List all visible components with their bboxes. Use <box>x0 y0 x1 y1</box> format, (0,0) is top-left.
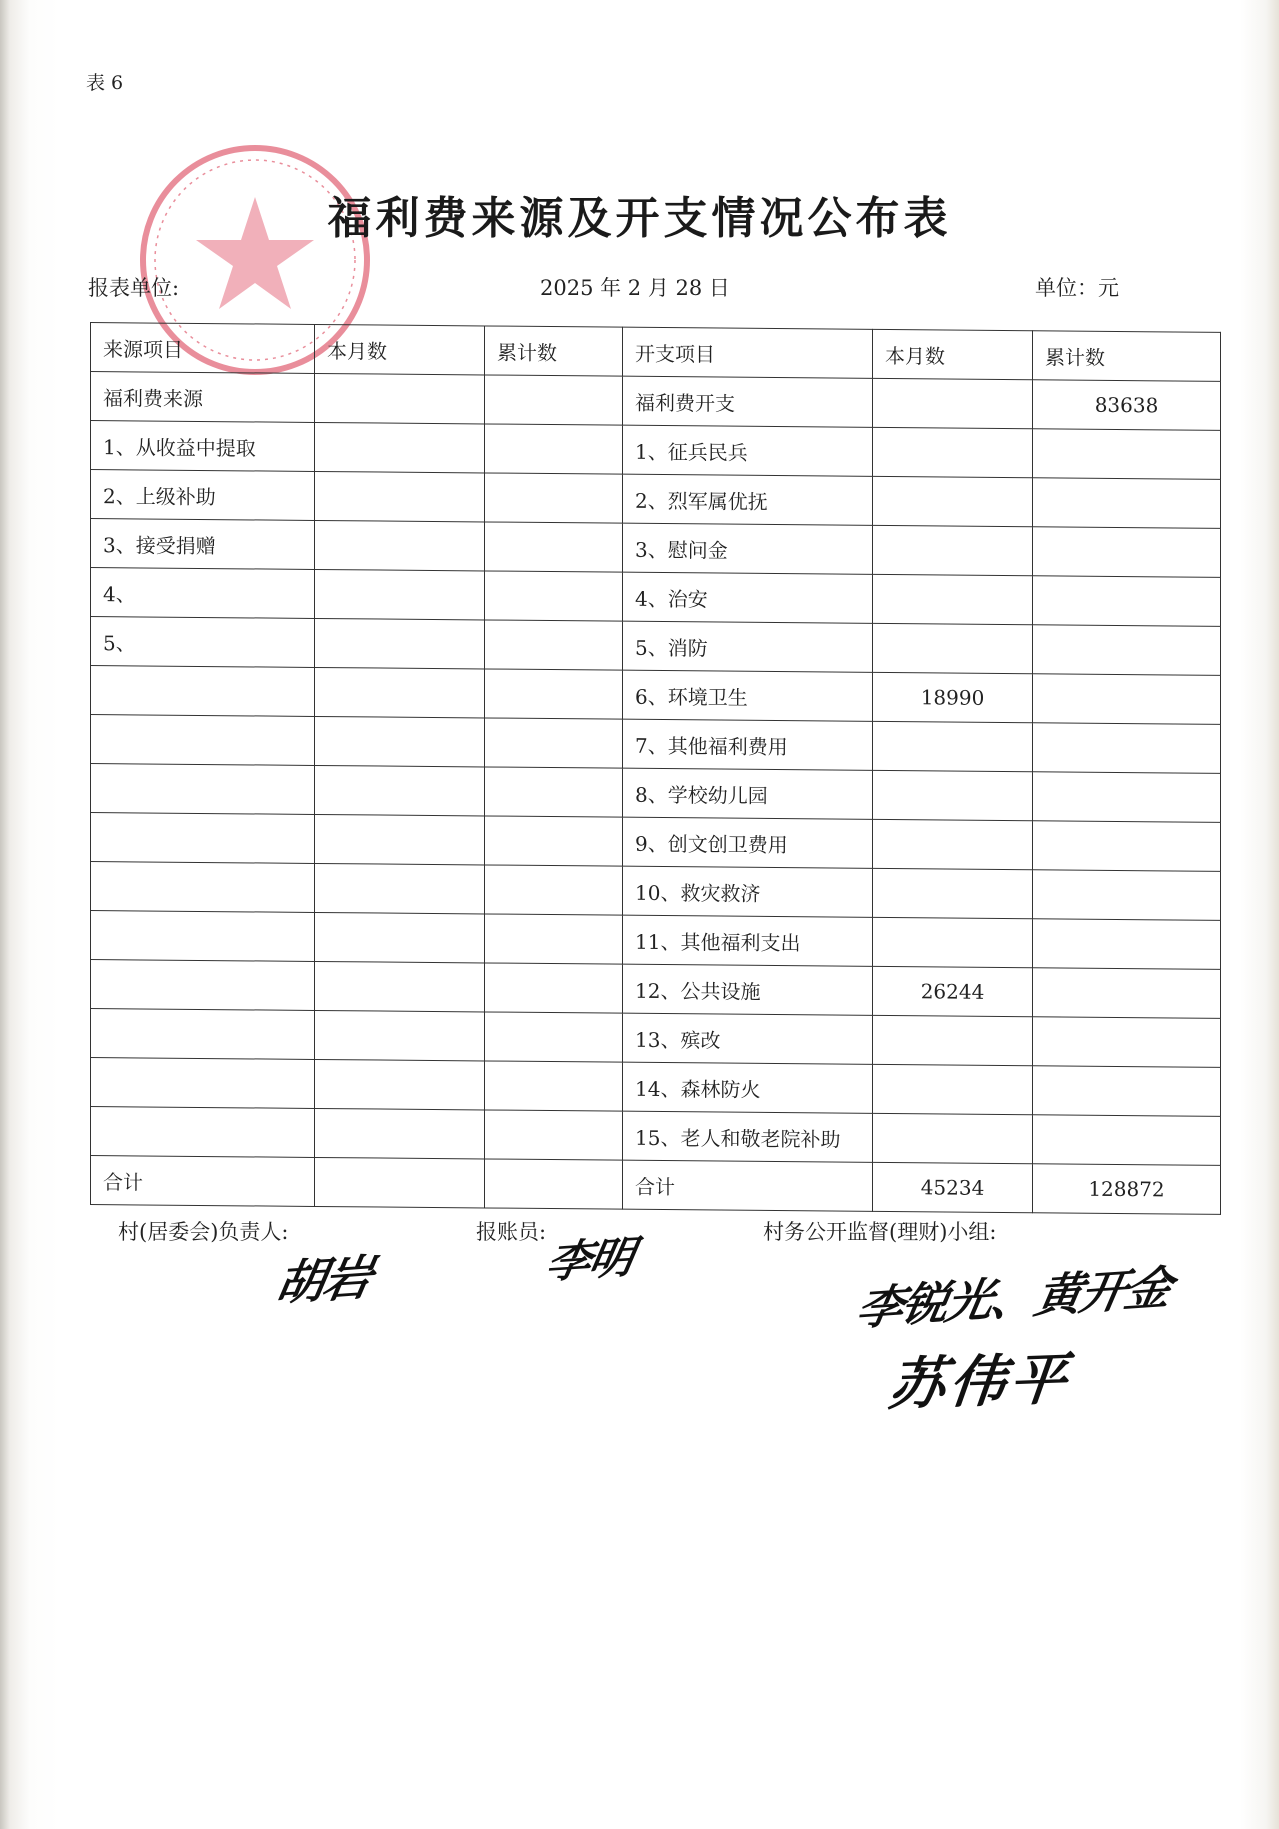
expense-this-month-cell <box>873 1113 1033 1163</box>
expense-item-cell: 8、学校幼儿园 <box>623 768 873 819</box>
expense-item-cell: 6、环境卫生 <box>623 670 873 721</box>
expense-cumulative-cell <box>1033 968 1221 1019</box>
expense-this-month-cell <box>873 574 1033 624</box>
village-head-label: 村(居委会)负责人: <box>118 1220 289 1244</box>
expense-item-cell: 10、救灾救济 <box>623 866 873 917</box>
source-cumulative-cell <box>485 473 623 523</box>
expense-item-cell: 福利费开支 <box>623 376 873 427</box>
source-this-month-cell <box>315 961 485 1011</box>
source-item-cell <box>91 1107 315 1158</box>
reporting-unit-label: 报表单位: <box>88 276 180 300</box>
source-this-month-cell <box>315 373 485 423</box>
expense-item-cell: 11、其他福利支出 <box>623 915 873 966</box>
expense-cumulative-cell <box>1033 1017 1221 1068</box>
expense-item-cell: 4、治安 <box>623 572 873 623</box>
source-item-cell <box>91 1058 315 1109</box>
expense-cumulative-cell <box>1033 772 1221 823</box>
source-this-month-cell <box>315 569 485 619</box>
expense-item-cell: 2、烈军属优抚 <box>623 474 873 525</box>
table-number: 表 6 <box>86 72 124 94</box>
expense-cumulative-cell <box>1033 429 1221 480</box>
source-this-month-cell <box>315 520 485 570</box>
accountant-signature: 李明 <box>542 1232 637 1289</box>
accountant-label: 报账员: <box>476 1220 547 1244</box>
source-item-cell <box>91 960 315 1011</box>
expense-this-month-cell <box>873 476 1033 526</box>
source-cumulative-cell <box>485 424 623 474</box>
expense-this-month-cell <box>873 1064 1033 1114</box>
source-item-cell: 3、接受捐赠 <box>91 519 315 570</box>
source-item-cell <box>91 862 315 913</box>
expense-this-month-cell <box>873 1015 1033 1065</box>
header-this-month-2: 本月数 <box>873 329 1033 379</box>
expense-item-cell: 9、创文创卫费用 <box>623 817 873 868</box>
expense-cumulative-cell <box>1033 821 1221 872</box>
supervision-signature-1: 李锐光、黄开金 <box>852 1260 1175 1336</box>
supervision-group-label: 村务公开监督(理财)小组: <box>763 1220 997 1244</box>
expense-this-month-cell: 26244 <box>873 966 1033 1016</box>
source-this-month-cell <box>315 814 485 864</box>
expense-this-month-cell <box>873 770 1033 820</box>
source-item-cell <box>91 813 315 864</box>
expense-this-month-cell <box>873 525 1033 575</box>
expense-this-month-cell <box>873 917 1033 967</box>
source-this-month-cell <box>315 1108 485 1158</box>
table-row <box>91 1156 1221 1215</box>
expense-item-cell: 3、慰问金 <box>623 523 873 574</box>
expense-this-month-cell <box>873 819 1033 869</box>
village-head-signature: 胡岩 <box>271 1249 375 1313</box>
source-this-month-cell <box>315 1010 485 1060</box>
supervision-signature-2: 苏伟平 <box>885 1346 1074 1419</box>
expense-item-cell: 7、其他福利费用 <box>623 719 873 770</box>
source-cumulative-cell <box>485 718 623 768</box>
currency-unit: 单位：元 <box>1035 276 1119 300</box>
source-cumulative-cell <box>485 865 623 915</box>
expense-cumulative-cell <box>1033 674 1221 725</box>
expense-cumulative-cell <box>1033 1115 1221 1166</box>
expense-item-cell: 13、殡改 <box>623 1013 873 1064</box>
header-this-month: 本月数 <box>315 324 485 374</box>
header-cumulative: 累计数 <box>485 326 623 376</box>
source-this-month-cell <box>315 765 485 815</box>
welfare-table <box>90 322 1221 1215</box>
source-cumulative-cell <box>485 1012 623 1062</box>
header-cumulative-2: 累计数 <box>1033 331 1221 382</box>
source-this-month-cell <box>315 667 485 717</box>
source-cumulative-cell <box>485 669 623 719</box>
source-cumulative-cell <box>485 1110 623 1160</box>
source-cumulative-cell <box>485 522 623 572</box>
source-item-cell: 福利费来源 <box>91 372 315 423</box>
expense-cumulative-cell <box>1033 478 1221 529</box>
source-cumulative-cell <box>485 620 623 670</box>
source-cumulative-cell <box>485 375 623 425</box>
source-this-month-cell <box>315 422 485 472</box>
source-cumulative-cell <box>485 767 623 817</box>
source-item-cell: 1、从收益中提取 <box>91 421 315 472</box>
source-cumulative-cell <box>485 1061 623 1111</box>
expense-item-cell: 合计 <box>623 1160 873 1211</box>
source-item-cell <box>91 715 315 766</box>
expense-item-cell: 15、老人和敬老院补助 <box>623 1111 873 1162</box>
expense-cumulative-cell <box>1033 625 1221 676</box>
header-expense-item: 开支项目 <box>623 327 873 378</box>
source-item-cell: 4、 <box>91 568 315 619</box>
expense-cumulative-cell: 128872 <box>1033 1164 1221 1215</box>
source-cumulative-cell <box>485 1159 623 1209</box>
source-cumulative-cell <box>485 963 623 1013</box>
source-item-cell <box>91 764 315 815</box>
source-this-month-cell <box>315 716 485 766</box>
expense-item-cell: 14、森林防火 <box>623 1062 873 1113</box>
source-this-month-cell <box>315 1157 485 1207</box>
expense-this-month-cell <box>873 427 1033 477</box>
source-cumulative-cell <box>485 816 623 866</box>
source-item-cell <box>91 1009 315 1060</box>
expense-this-month-cell <box>873 868 1033 918</box>
source-item-cell: 合计 <box>91 1156 315 1207</box>
expense-cumulative-cell: 83638 <box>1033 380 1221 431</box>
expense-cumulative-cell <box>1033 527 1221 578</box>
source-this-month-cell <box>315 863 485 913</box>
expense-item-cell: 12、公共设施 <box>623 964 873 1015</box>
expense-item-cell: 5、消防 <box>623 621 873 672</box>
expense-cumulative-cell <box>1033 576 1221 627</box>
source-item-cell <box>91 911 315 962</box>
expense-cumulative-cell <box>1033 919 1221 970</box>
header-source-item: 来源项目 <box>91 323 315 374</box>
source-item-cell: 5、 <box>91 617 315 668</box>
report-date: 2025 年 2 月 28 日 <box>540 276 730 300</box>
expense-this-month-cell <box>873 623 1033 673</box>
source-cumulative-cell <box>485 914 623 964</box>
expense-this-month-cell <box>873 378 1033 428</box>
expense-cumulative-cell <box>1033 1066 1221 1117</box>
expense-this-month-cell <box>873 721 1033 771</box>
expense-this-month-cell: 18990 <box>873 672 1033 722</box>
source-item-cell <box>91 666 315 717</box>
expense-this-month-cell: 45234 <box>873 1162 1033 1212</box>
expense-item-cell: 1、征兵民兵 <box>623 425 873 476</box>
expense-cumulative-cell <box>1033 870 1221 921</box>
source-item-cell: 2、上级补助 <box>91 470 315 521</box>
source-this-month-cell <box>315 912 485 962</box>
source-this-month-cell <box>315 618 485 668</box>
source-this-month-cell <box>315 471 485 521</box>
page-title: 福利费来源及开支情况公布表 <box>327 193 952 244</box>
expense-cumulative-cell <box>1033 723 1221 774</box>
source-this-month-cell <box>315 1059 485 1109</box>
source-cumulative-cell <box>485 571 623 621</box>
